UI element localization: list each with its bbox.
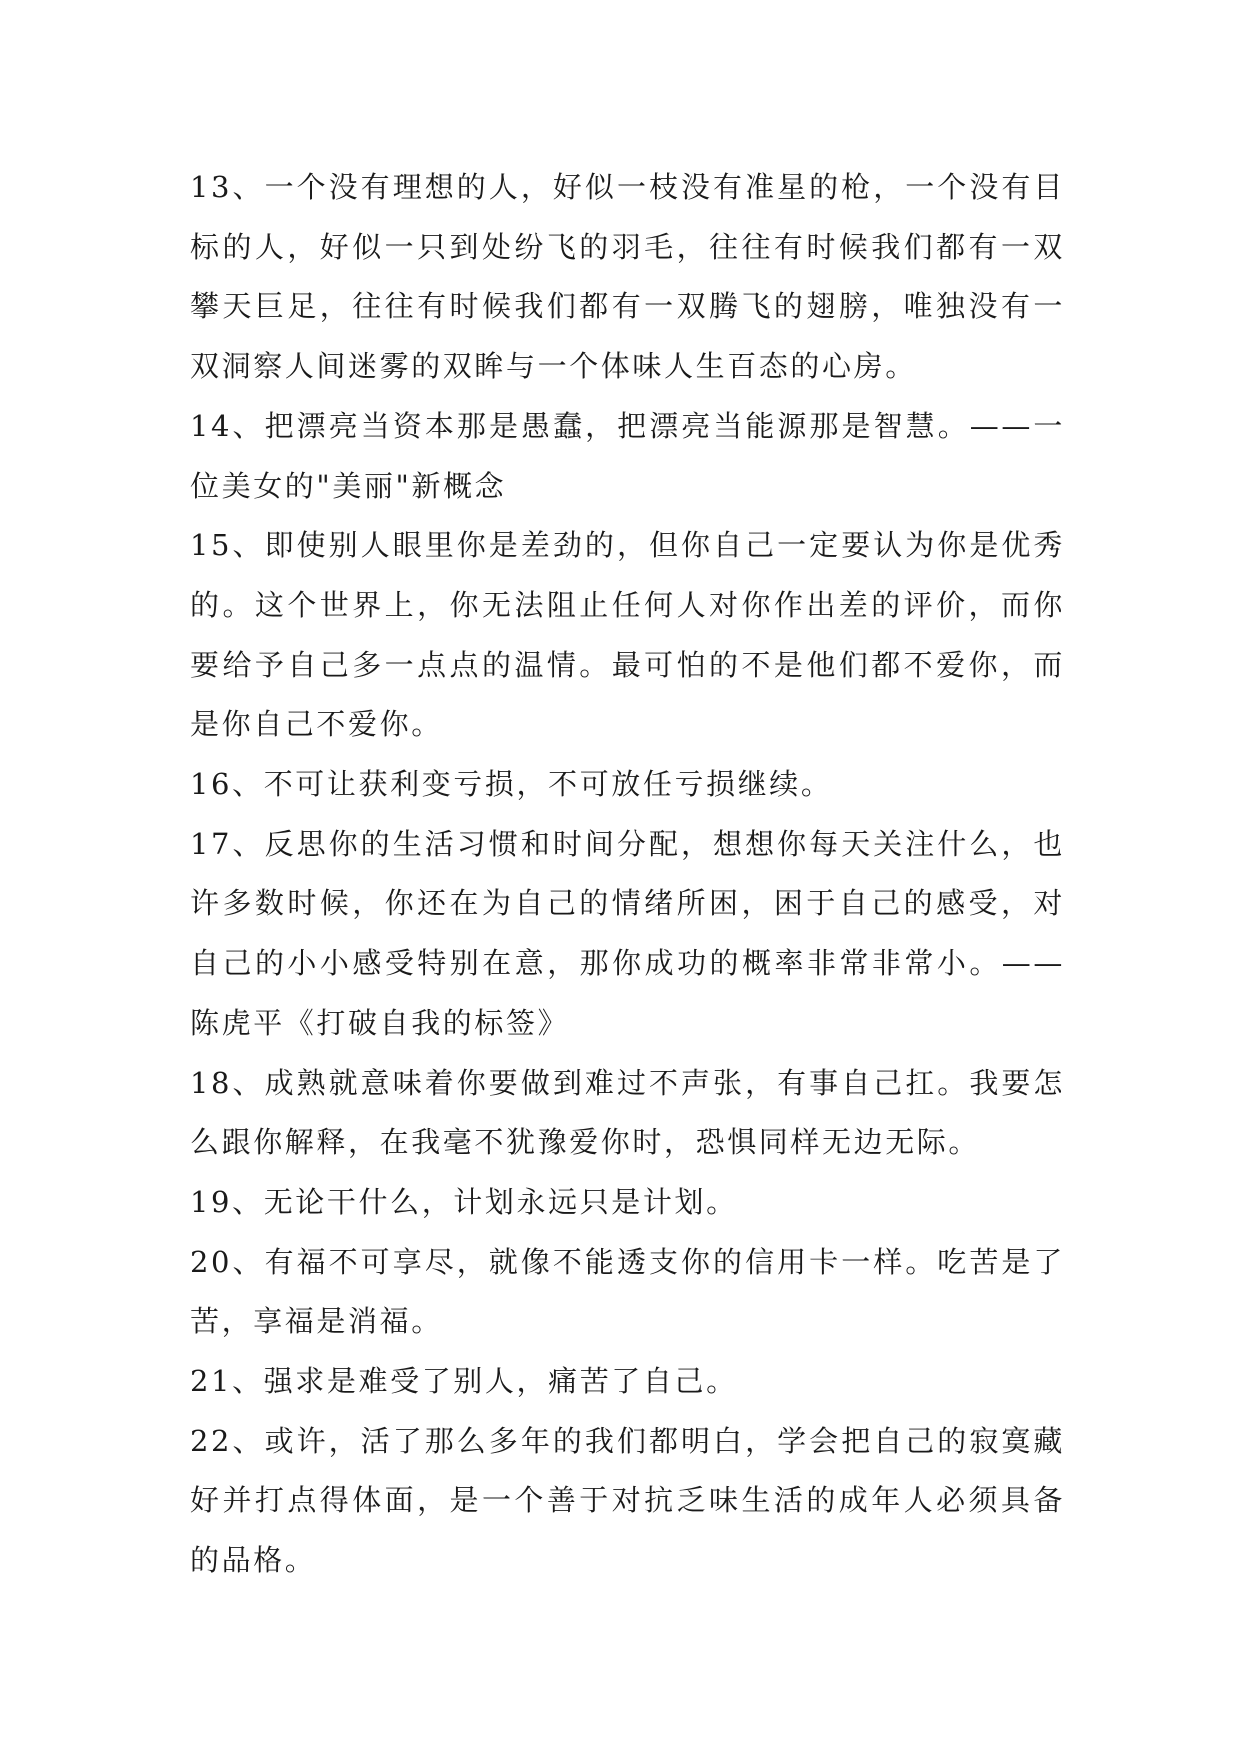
quote-22: 22、或许，活了那么多年的我们都明白，学会把自己的寂寞藏好并打点得体面，是一个善于对抗乏味生活的成年人必须具备的品格。 — [190, 1423, 1065, 1578]
quote-21: 21、强求是难受了别人，痛苦了自己。 — [190, 1364, 738, 1399]
quote-list — [190, 158, 1065, 1591]
quote-19: 19、无论干什么，计划永远只是计划。 — [190, 1184, 738, 1219]
quote-13: 13、一个没有理想的人，好似一枝没有准星的枪，一个没有目标的人，好似一只到处纷飞的羽毛，往往有时候我们都有一双攀天巨足，往往有时候我们都有一双腾飞的翅膀，唯独没有一双洞察人间迷雾的双眸与一个体味人生百态的心房。 — [190, 170, 1065, 384]
quote-16: 16、不可让获利变亏损，不可放任亏损继续。 — [190, 767, 833, 802]
quote-20: 20、有福不可享尽，就像不能透支你的信用卡一样。吃苦是了苦，享福是消福。 — [190, 1244, 1065, 1339]
quote-17: 17、反思你的生活习惯和时间分配，想想你每天关注什么，也许多数时候，你还在为自己的情绪所困，困于自己的感受，对自己的小小感受特别在意，那你成功的概率非常非常小。——陈虎平《打破自我的标签》 — [190, 826, 1065, 1040]
quote-14: 14、把漂亮当资本那是愚蠢，把漂亮当能源那是智慧。——一位美女的"美丽"新概念 — [190, 408, 1065, 503]
quote-18: 18、成熟就意味着你要做到难过不声张，有事自己扛。我要怎么跟你解释，在我毫不犹豫爱你时，恐惧同样无边无际。 — [190, 1065, 1065, 1160]
quote-15: 15、即使别人眼里你是差劲的，但你自己一定要认为你是优秀的。这个世界上，你无法阻止任何人对你作出差的评价，而你要给予自己多一点点的温情。最可怕的不是他们都不爱你，而是你自己不爱你。 — [190, 528, 1065, 742]
